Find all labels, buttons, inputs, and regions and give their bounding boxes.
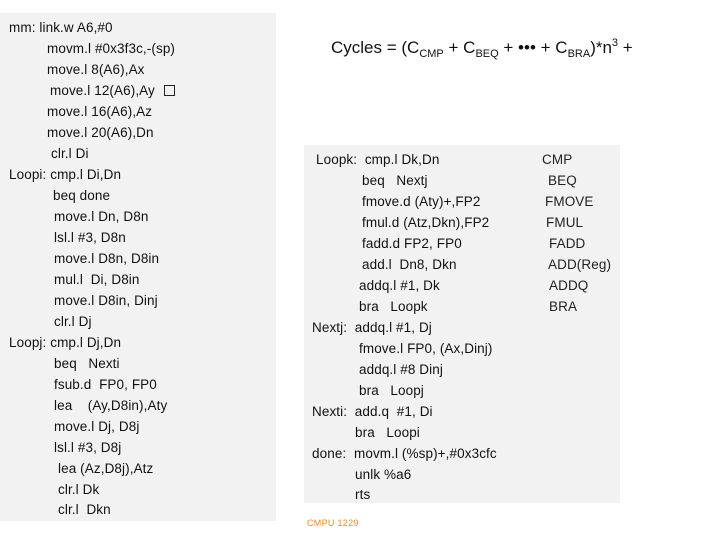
code-line: Nextj: addq.l #1, Dj <box>312 320 432 335</box>
cycle-label: FADD <box>549 236 586 251</box>
code-line: Loopi: cmp.l Di,Dn <box>9 167 122 182</box>
code-line: move.l D8in, Dinj <box>54 293 158 308</box>
code-line-text: move.l 12(A6),Ay <box>50 83 155 98</box>
code-line: fmove.l FP0, (Ax,Dinj) <box>359 341 493 356</box>
formula-sub-bra: BRA <box>567 48 591 60</box>
code-line: Loopj: cmp.l Dj,Dn <box>9 335 122 350</box>
code-line: Loopk: cmp.l Dk,Dn <box>316 152 440 167</box>
code-line: lea (Az,D8j),Atz <box>58 461 154 476</box>
code-line: beq Nextj <box>362 173 428 188</box>
code-line: clr.l Dkn <box>58 502 111 517</box>
code-line: move.l D8n, D8in <box>54 251 160 266</box>
code-line: fsub.d FP0, FP0 <box>54 377 157 392</box>
code-line: clr.l Dj <box>54 314 92 329</box>
code-line-with-box <box>50 82 175 100</box>
cycle-label: CMP <box>542 152 573 167</box>
code-line: move.l 20(A6),Dn <box>47 125 154 140</box>
code-line: beq done <box>53 188 111 203</box>
code-line: move.l Dn, D8n <box>54 209 149 224</box>
code-line: beq Nexti <box>54 356 120 371</box>
code-line: fmove.d (Aty)+,FP2 <box>362 194 481 209</box>
code-line: move.l 16(A6),Az <box>47 104 153 119</box>
formula-ellipsis: + ••• + C <box>498 38 568 57</box>
code-line: mul.l Di, D8in <box>54 272 140 287</box>
formula-exponent: 3 <box>611 37 619 49</box>
code-line: rts <box>355 487 371 502</box>
formula-sub-beq: BEQ <box>475 48 499 60</box>
code-line: bra Loopk <box>359 299 428 314</box>
code-line: clr.l Dk <box>58 482 100 497</box>
code-line: lea (Ay,D8in),Aty <box>54 398 168 413</box>
cycle-label: ADD(Reg) <box>548 257 612 272</box>
formula-sub-cmp: CMP <box>419 48 444 60</box>
code-line: bra Loopj <box>359 383 424 398</box>
code-line: Nexti: add.q #1, Di <box>312 404 433 419</box>
footer-course-code: CMPU 1229 <box>307 518 359 528</box>
formula-prefix: Cycles = (C <box>331 38 420 57</box>
code-line: fmul.d (Atz,Dkn),FP2 <box>362 215 490 230</box>
code-line: move.l 8(A6),Ax <box>47 62 145 77</box>
code-line: unlk %a6 <box>355 467 412 482</box>
formula-plus-1: + C <box>443 38 476 57</box>
cycle-label: ADDQ <box>549 278 589 293</box>
formula-times-n: )*n <box>590 38 612 57</box>
empty-square-icon <box>164 85 175 96</box>
code-line: mm: link.w A6,#0 <box>9 20 113 35</box>
code-line: lsl.l #3, D8j <box>54 440 122 455</box>
code-line: done: movm.l (%sp)+,#0x3cfc <box>312 446 497 461</box>
formula-suffix: + <box>618 38 633 57</box>
code-line: move.l Dj, D8j <box>54 419 140 434</box>
code-line: add.l Dn8, Dkn <box>362 257 457 272</box>
code-line: movm.l #0x3f3c,-(sp) <box>47 41 176 56</box>
code-line: bra Loopi <box>355 425 420 440</box>
code-line: lsl.l #3, D8n <box>54 230 126 245</box>
code-line: addq.l #8 Dinj <box>359 362 443 377</box>
cycle-label: FMUL <box>546 215 584 230</box>
cycle-label: BRA <box>549 299 578 314</box>
cycle-label: FMOVE <box>545 194 594 209</box>
code-line: clr.l Di <box>51 146 89 161</box>
cycle-label: BEQ <box>548 173 577 188</box>
code-line: addq.l #1, Dk <box>359 278 440 293</box>
cycles-formula <box>331 31 633 66</box>
code-line: fadd.d FP2, FP0 <box>362 236 462 251</box>
